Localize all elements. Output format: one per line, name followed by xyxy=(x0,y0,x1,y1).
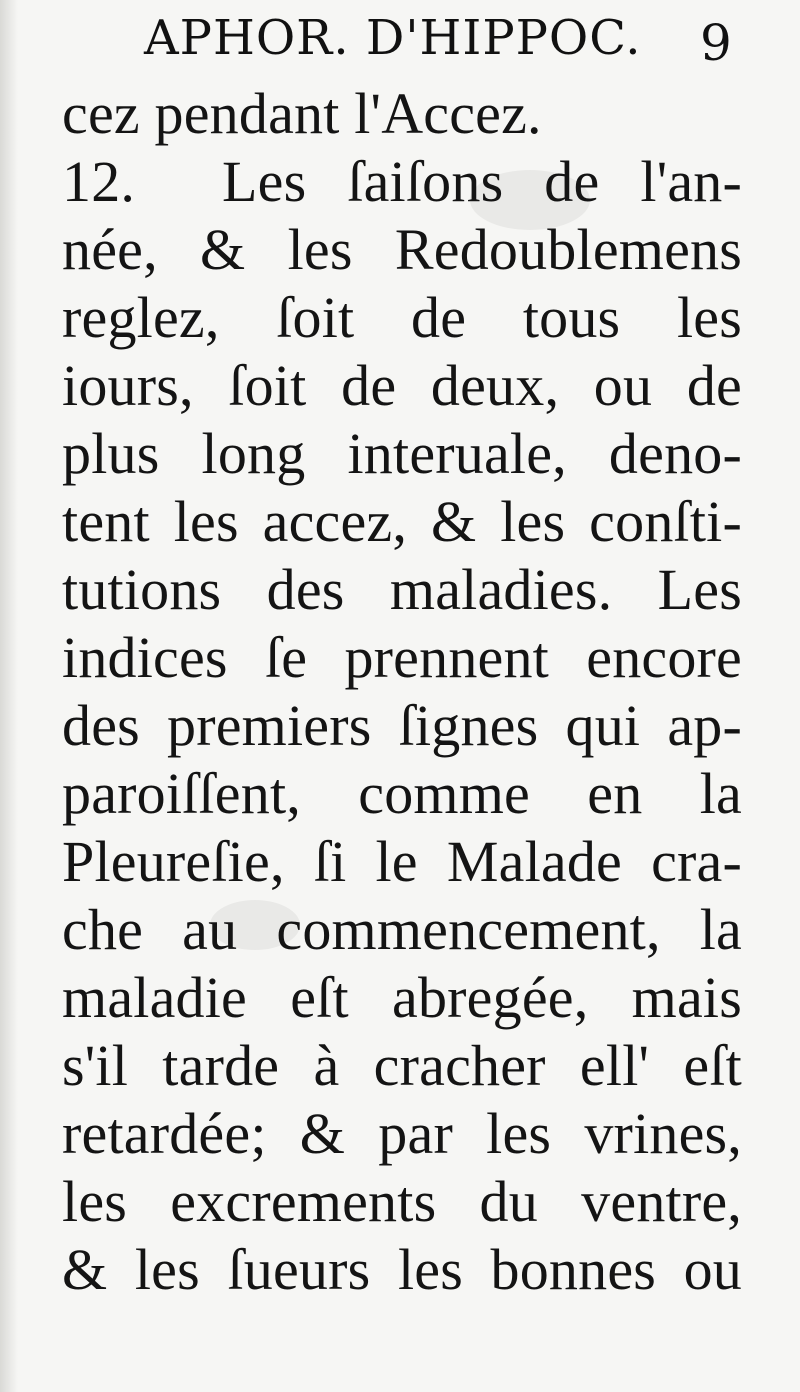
body-text xyxy=(62,80,742,1304)
text-line: Les ſaiſons de l'an- xyxy=(222,149,742,214)
text-line: maladie eſt abregée, mais xyxy=(62,965,742,1030)
text-line: tutions des maladies. Les xyxy=(62,557,742,622)
text-line: cez pendant l'Accez. xyxy=(62,81,542,146)
text-line: des premiers ſignes qui ap- xyxy=(62,693,742,758)
text-line: Pleureſie, ſi le Malade cra- xyxy=(62,829,742,894)
text-line: che au commencement, la xyxy=(62,897,742,962)
running-head xyxy=(60,4,740,74)
text-line: indices ſe prennent encore xyxy=(62,625,742,690)
text-line: iours, ſoit de deux, ou de xyxy=(62,353,742,418)
text-line: les excrements du ventre, xyxy=(62,1169,742,1234)
text-line: tent les accez, & les conſti- xyxy=(62,489,742,554)
running-head-title: APHOR. D'HIPPOC. xyxy=(144,10,642,66)
text-line: née, & les Redoublemens xyxy=(62,217,742,282)
text-line: retardée; & par les vrines, xyxy=(62,1101,742,1166)
text-line: s'il tarde à cracher ell' eſt xyxy=(62,1033,742,1098)
text-line: reglez, ſoit de tous les xyxy=(62,285,742,350)
text-line: plus long interuale, deno- xyxy=(62,421,742,486)
text-line: & les ſueurs les bonnes ou xyxy=(62,1237,742,1302)
page-number: 9 xyxy=(700,14,732,72)
aphorism-number: 12. xyxy=(62,149,136,214)
text-line: paroiſſent, comme en la xyxy=(62,761,742,826)
page-gutter-shadow xyxy=(0,0,18,1392)
text-line-with-number xyxy=(62,148,742,216)
